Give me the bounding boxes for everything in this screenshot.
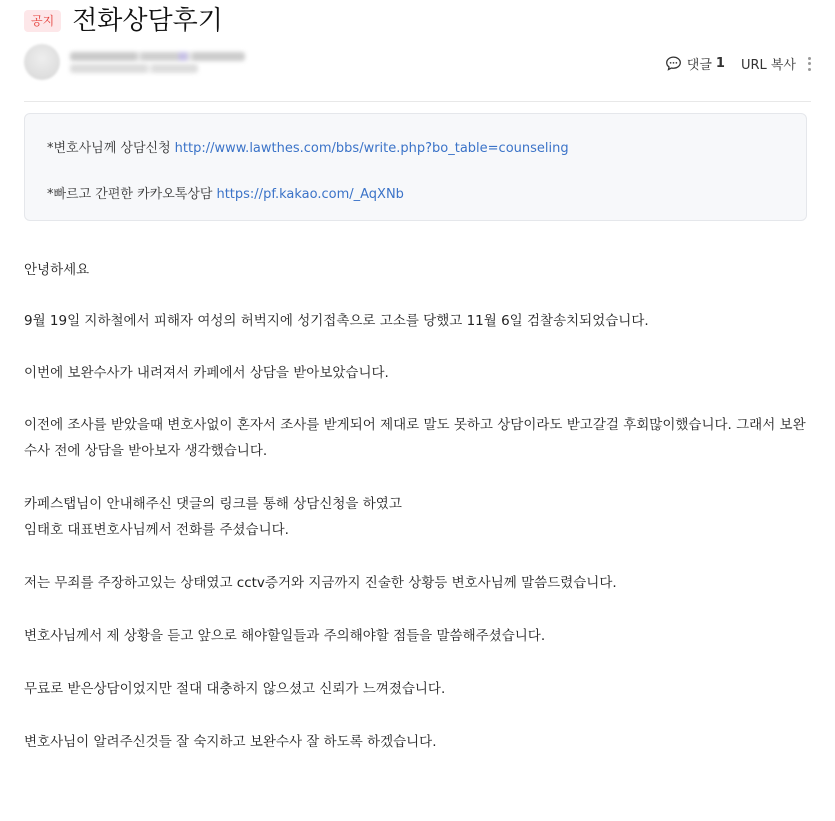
page-title: 전화상담후기 [72,6,223,36]
avatar[interactable] [24,44,60,80]
more-options-icon[interactable] [808,57,811,71]
title-row [24,4,223,38]
paragraph: 변호사님이 알려주신것들 잘 숙지하고 보완수사 잘 하도록 하겠습니다. [24,734,437,750]
post-actions [665,54,811,73]
counseling-request-label: *변호사님께 상담신청 [47,141,171,156]
kakao-consult-label: *빠르고 간편한 카카오톡상담 [47,187,213,202]
paragraph-greeting: 안녕하세요 [24,262,90,278]
header-divider [24,101,811,102]
paragraph: 저는 무죄를 주장하고있는 상태였고 cctv증거와 지금까지 진술한 상황등 변호사님께 말씀드렸습니다. [24,575,617,591]
paragraph: 카페스탭님이 안내해주신 댓글의 링크를 통해 상담신청을 하였고 [24,496,402,512]
paragraph: 이전에 조사를 받았을때 변호사없이 혼자서 조사를 받게되어 제대로 말도 못하고 상담이라도 받고갈걸 후회많이했습니다. 그래서 보완수사 전에 상담을 받아보자 생각했습니다. [24,417,806,459]
counseling-request-link[interactable]: http://www.lawthes.com/bbs/write.php?bo_table=counseling [174,141,569,156]
paragraph: 9월 19일 지하철에서 피해자 여성의 허벅지에 성기접촉으로 고소를 당했고 11월 6일 검찰송치되었습니다. [24,313,649,329]
paragraph: 임태호 대표변호사님께서 전화를 주셨습니다. [24,522,289,538]
kakao-consult-link[interactable]: https://pf.kakao.com/_AqXNb [216,187,404,202]
comment-count[interactable]: 1 [715,56,725,71]
author-meta-blurred [70,49,245,76]
kakao-consult-line [47,183,404,202]
paragraph: 이번에 보완수사가 내려져서 카페에서 상담을 받아보았습니다. [24,365,389,381]
comment-label[interactable]: 댓글 [686,58,712,73]
author-info [24,44,245,80]
comment-icon[interactable] [665,55,682,72]
post-date-blurred [70,64,198,73]
paragraph: 변호사님께서 제 상황을 듣고 앞으로 해야할일들과 주의해야할 점들을 말씀해주셨습니다. [24,628,546,644]
url-copy-button[interactable]: URL 복사 [740,58,796,73]
paragraph: 무료로 받은상담이었지만 절대 대충하지 않으셨고 신뢰가 느껴졌습니다. [24,681,446,697]
info-box [24,113,807,221]
notice-badge: 공지 [24,10,61,32]
author-name-blurred [70,52,245,61]
counseling-request-line [47,137,569,156]
